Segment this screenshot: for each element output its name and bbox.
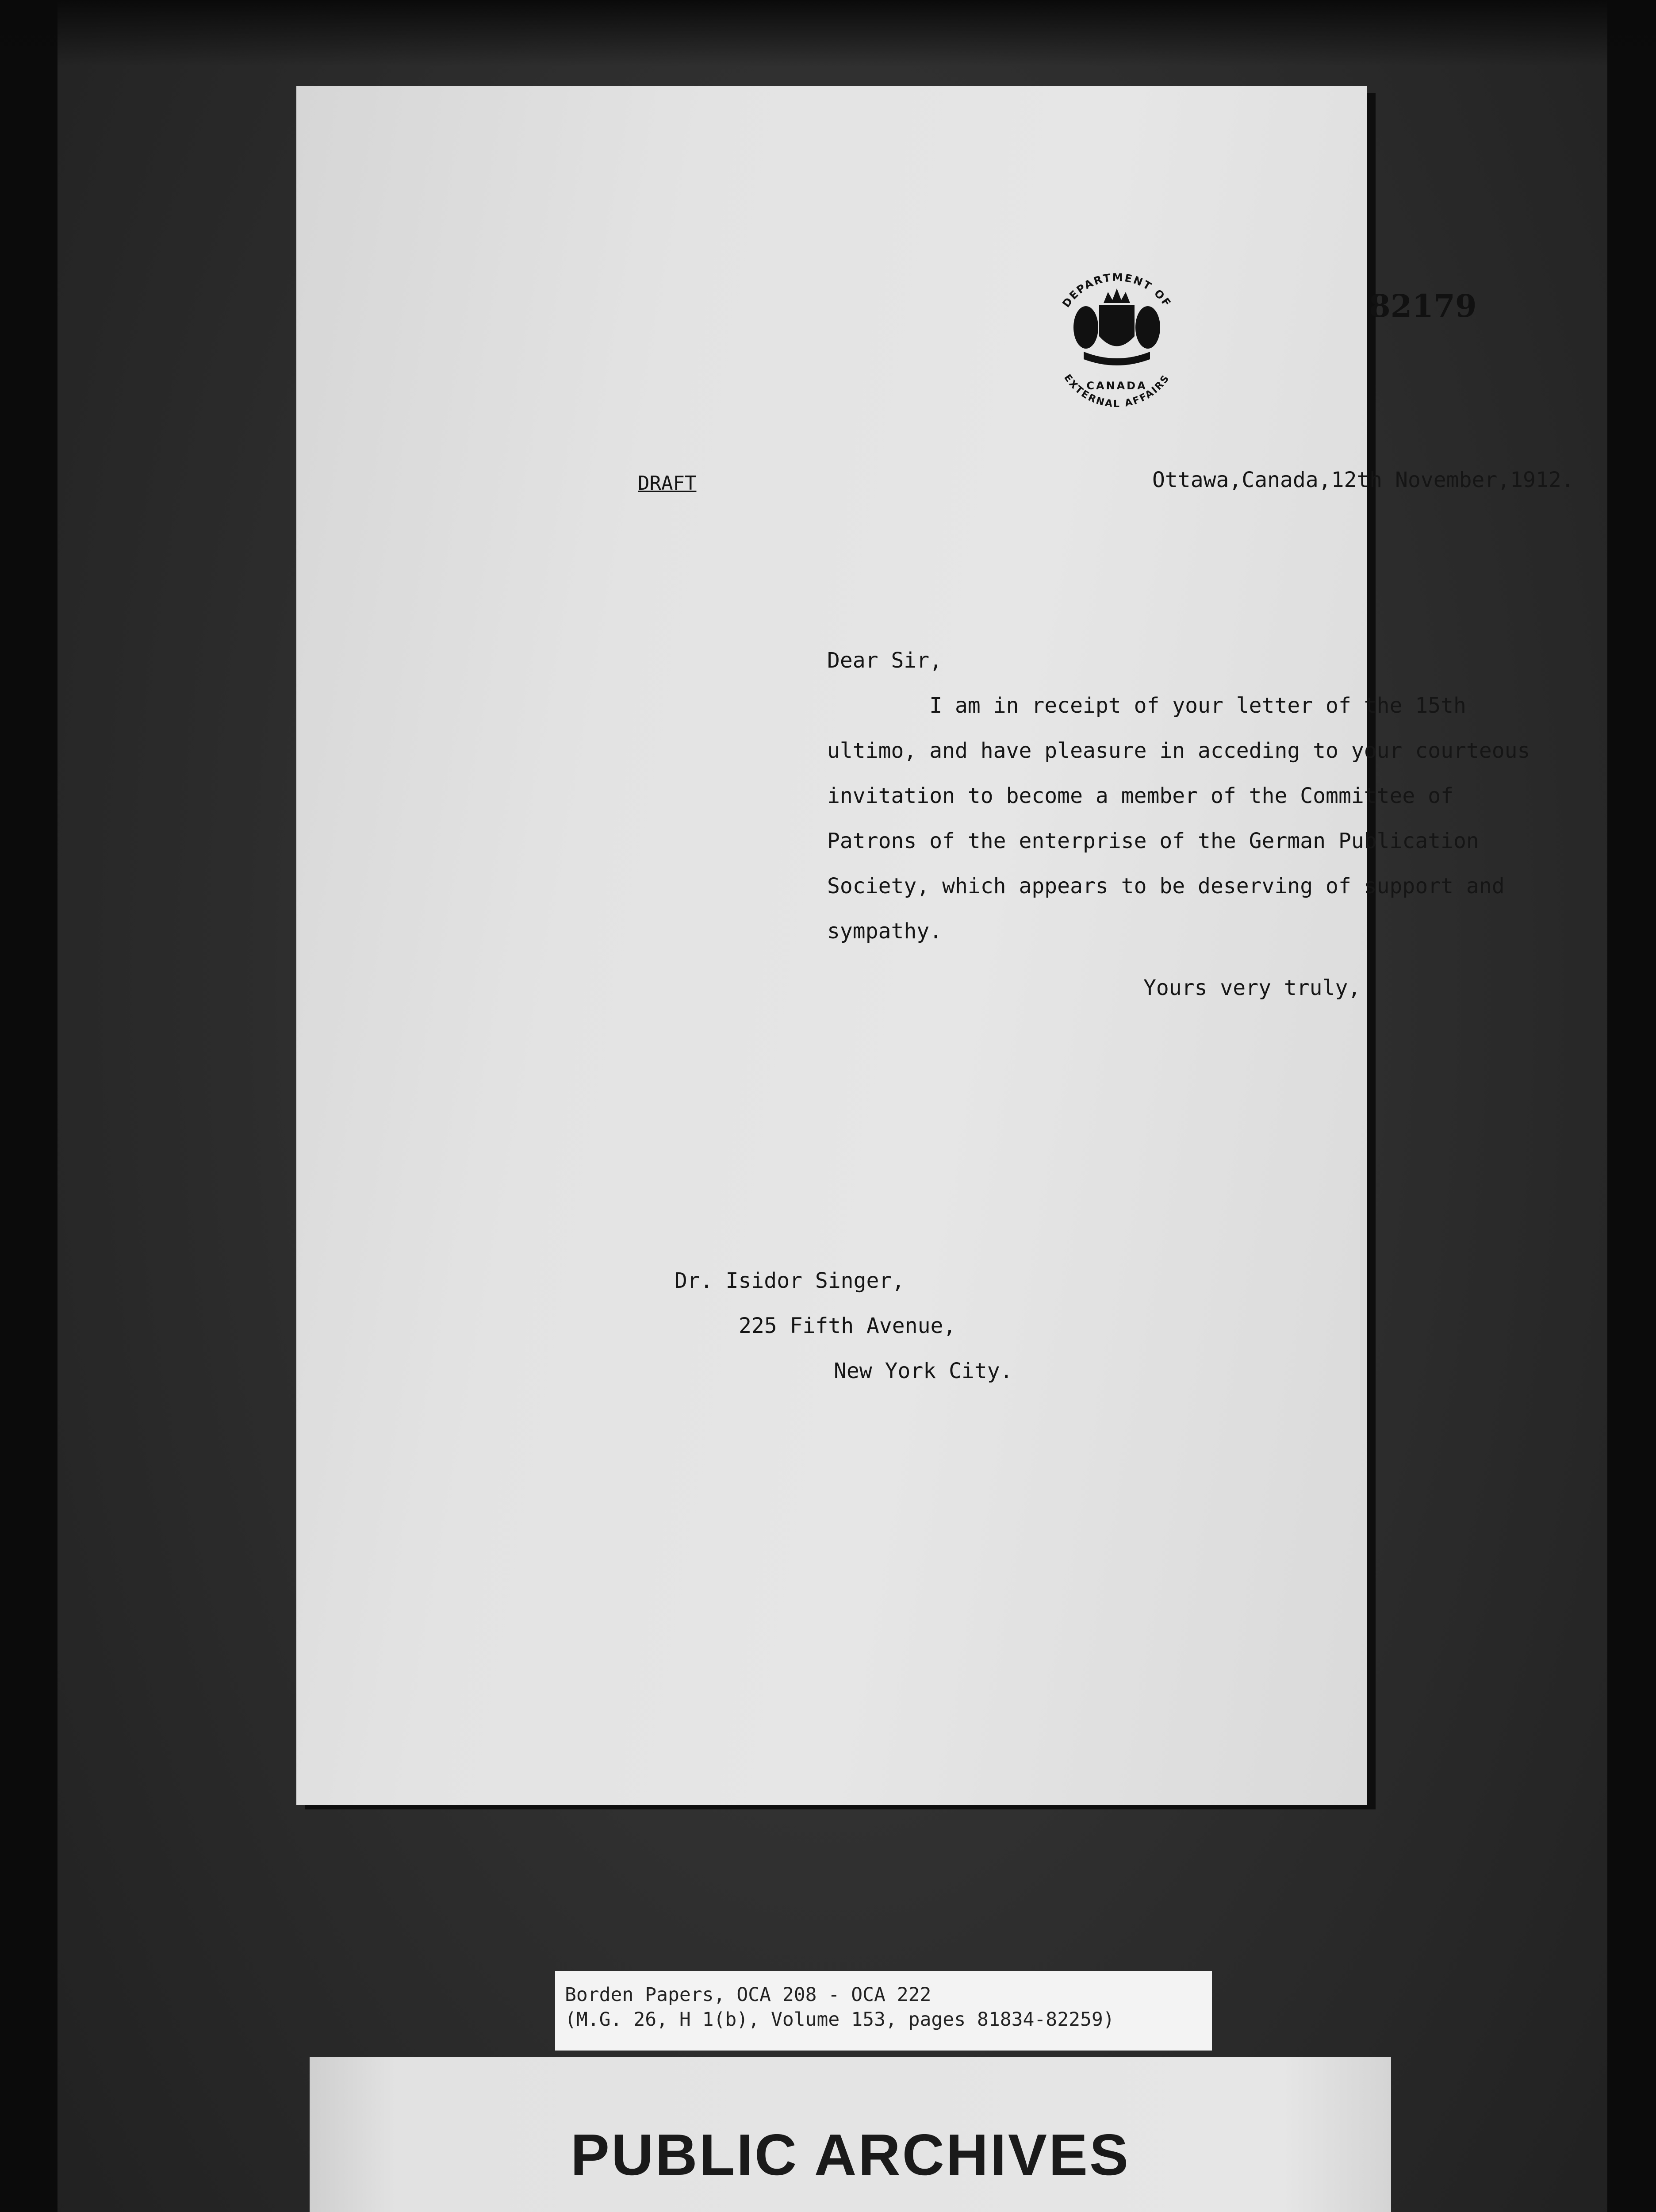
- archive-card: [310, 2057, 1391, 2212]
- archive-card-title-en: PUBLIC ARCHIVES: [570, 2122, 1131, 2187]
- body-line: Patrons of the enterprise of the German Publication: [827, 829, 1479, 853]
- page-number: 82179: [1369, 288, 1477, 324]
- address-line-city: New York City.: [834, 1359, 1013, 1383]
- draft-label: DRAFT: [638, 472, 697, 495]
- body-line: I am in receipt of your letter of the 15th: [827, 693, 1466, 718]
- film-edge-right: [1607, 0, 1656, 2212]
- body-line: ultimo, and have pleasure in acceding to your courteous: [827, 738, 1530, 763]
- letter-page: [296, 86, 1574, 1805]
- body-line: sympathy.: [827, 919, 943, 944]
- address-line-name: Dr. Isidor Singer,: [675, 1268, 905, 1293]
- dateline: Ottawa,Canada,12th November,1912.: [1152, 468, 1574, 492]
- address-line-street: 225 Fifth Avenue,: [739, 1313, 956, 1338]
- svg-text:CANADA: CANADA: [1086, 380, 1147, 392]
- salutation: Dear Sir,: [827, 648, 943, 673]
- film-edge-left: [0, 0, 58, 2212]
- body-line: invitation to become a member of the Committee of: [827, 783, 1454, 808]
- film-top-shade: [0, 0, 1656, 66]
- body-line: Society, which appears to be deserving of support and: [827, 874, 1505, 899]
- svg-text:EXTERNAL AFFAIRS: EXTERNAL AFFAIRS: [1062, 372, 1172, 410]
- svg-text:DEPARTMENT OF: DEPARTMENT OF: [1060, 271, 1174, 310]
- department-crest-icon: [1042, 261, 1192, 425]
- reference-line: Borden Papers, OCA 208 - OCA 222: [565, 1984, 932, 2006]
- closing: Yours very truly,: [1143, 975, 1361, 1000]
- reference-line: (M.G. 26, H 1(b), Volume 153, pages 81834-82259): [565, 2008, 1115, 2031]
- reference-label: [555, 1971, 1212, 2051]
